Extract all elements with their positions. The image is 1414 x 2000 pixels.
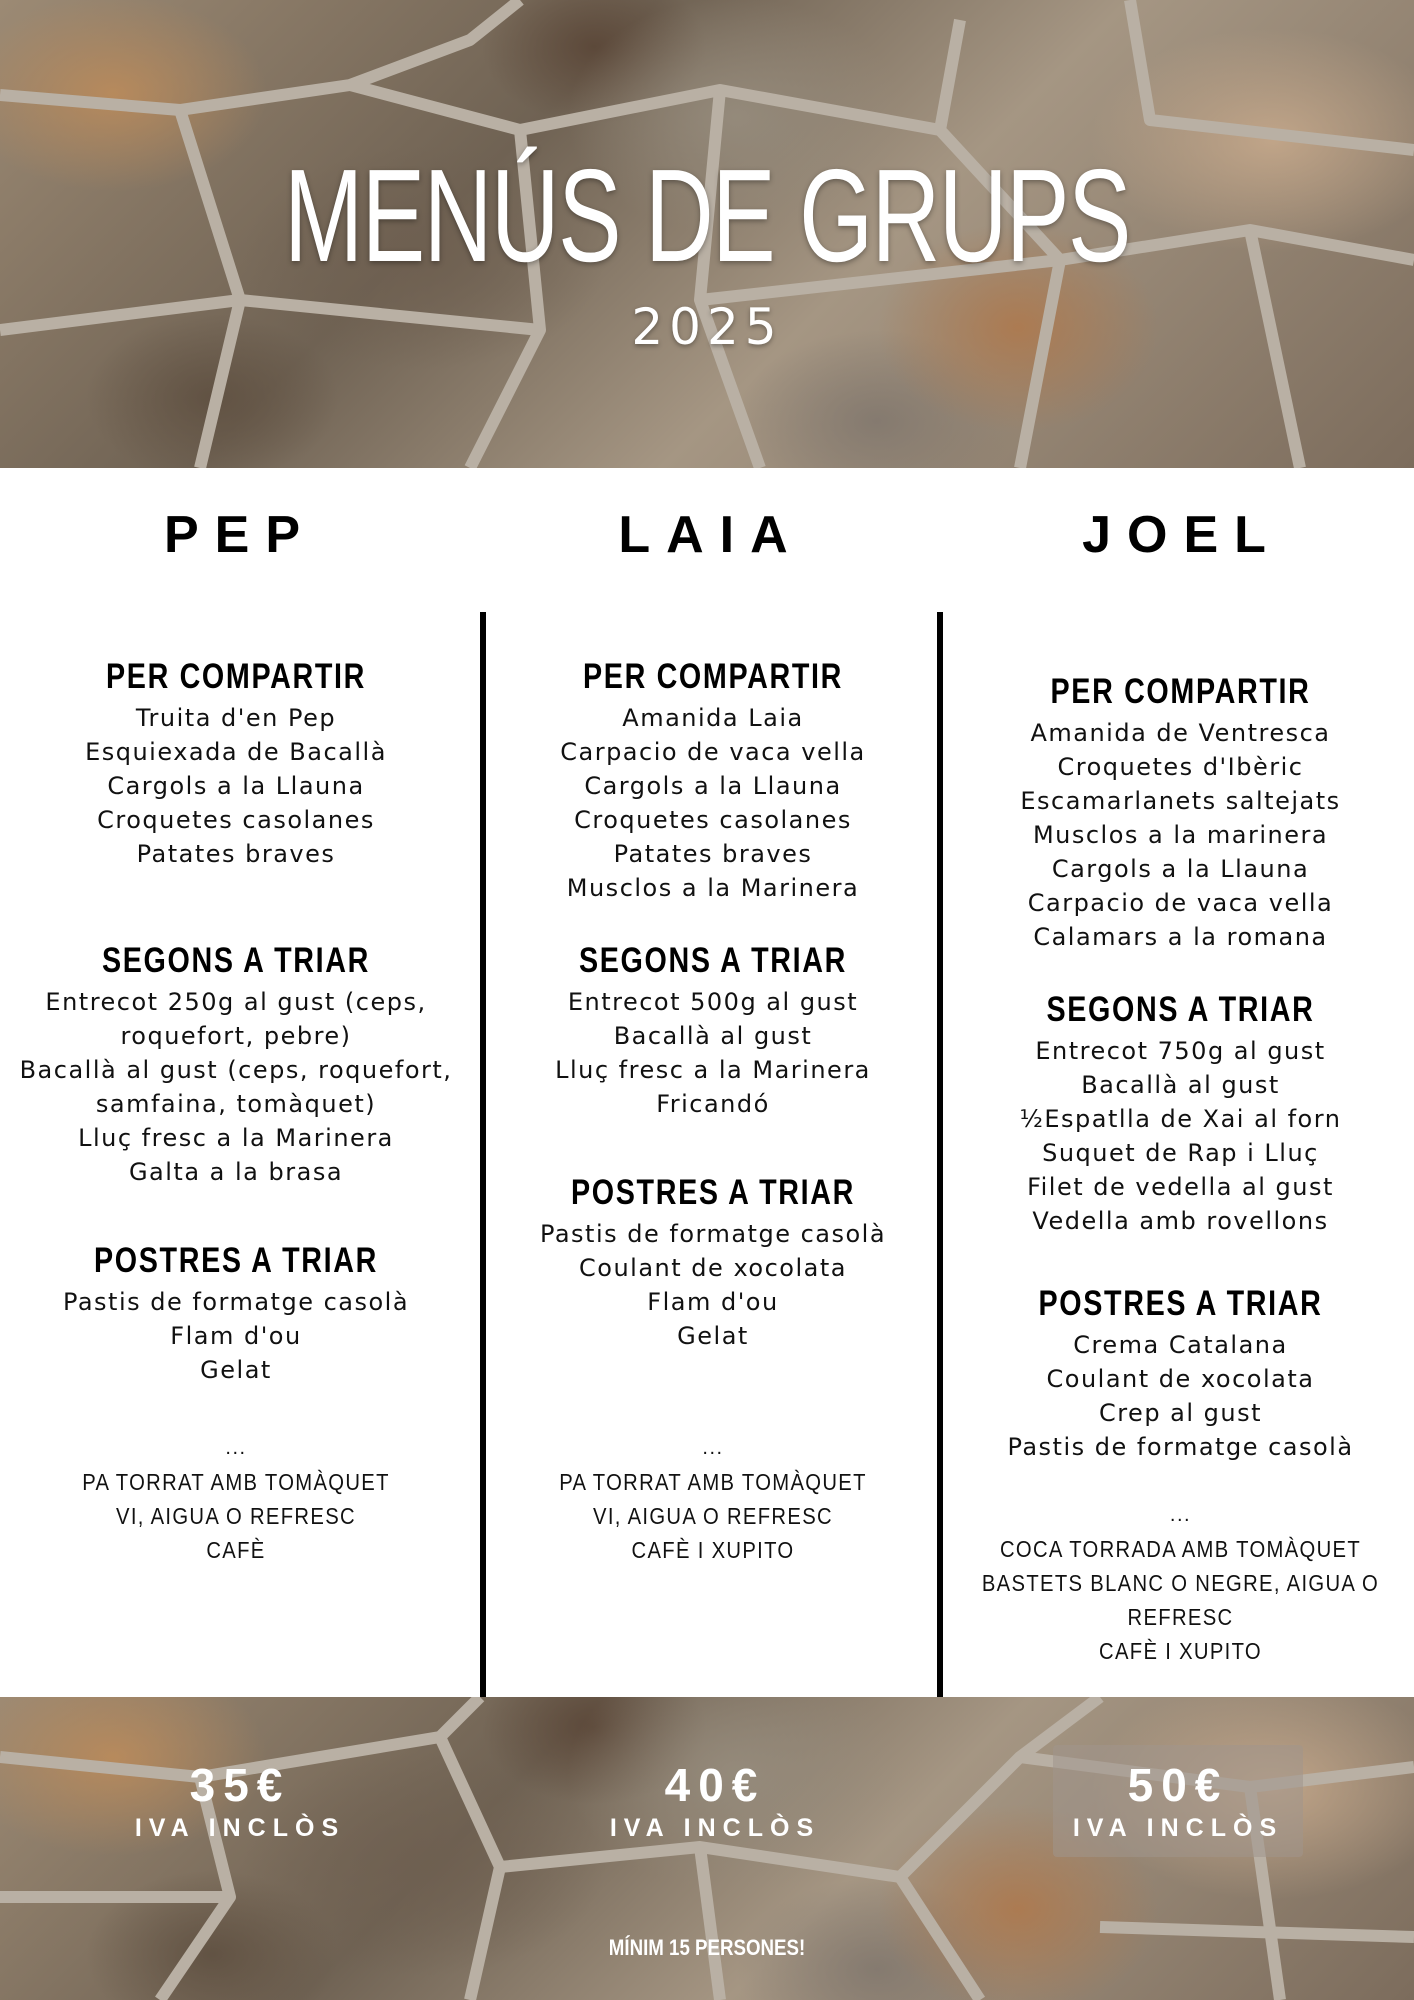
menu-item: Gelat bbox=[677, 1322, 749, 1350]
menu-item: Amanida de Ventresca bbox=[1030, 719, 1331, 747]
section-title: PER COMPARTIR bbox=[106, 657, 366, 696]
price-box-joel bbox=[1053, 1745, 1303, 1857]
menu-item: Bacallà al gust bbox=[613, 1022, 813, 1050]
minimum-people-note: MÍNIM 15 PERSONES! bbox=[608, 1935, 806, 1960]
menu-item: Patates braves bbox=[613, 840, 813, 868]
menu-item: Croquetes casolanes bbox=[574, 806, 852, 834]
menu-section bbox=[0, 1239, 472, 1387]
menu-item: Crema Catalana bbox=[1073, 1331, 1288, 1359]
price-joel: 50€ bbox=[1127, 1759, 1229, 1811]
menu-item: Carpacio de vaca vella bbox=[1027, 889, 1334, 917]
menu-item: Cargols a la Llauna bbox=[107, 772, 365, 800]
stone-header-background bbox=[0, 0, 1414, 468]
includes-item: BASTETS BLANC O NEGRE, AIGUA O REFRESC bbox=[981, 1570, 1380, 1630]
includes-item: COCA TORRADA AMB TOMÀQUET bbox=[999, 1536, 1362, 1562]
menu-item: Flam d'ou bbox=[647, 1288, 779, 1316]
section-title: SEGONS A TRIAR bbox=[578, 941, 847, 980]
page-year: 2025 bbox=[631, 298, 783, 356]
page-title: MENÚS DE GRUPS bbox=[284, 142, 1130, 289]
menu-item: Pastis de formatge casolà bbox=[539, 1220, 887, 1248]
section-title: POSTRES A TRIAR bbox=[1038, 1284, 1323, 1323]
menu-section bbox=[947, 670, 1414, 954]
section-title: SEGONS A TRIAR bbox=[1046, 990, 1315, 1029]
menu-name-laia: LAIA bbox=[618, 506, 804, 564]
menu-item: Cargols a la Llauna bbox=[1051, 855, 1310, 883]
includes-item: CAFÈ bbox=[206, 1537, 266, 1563]
menu-item: Croquetes casolanes bbox=[97, 806, 375, 834]
menu-item: Suquet de Rap i Lluç bbox=[1042, 1139, 1319, 1167]
menu-section bbox=[0, 655, 472, 871]
menu-section bbox=[476, 939, 950, 1121]
includes-item: PA TORRAT AMB TOMÀQUET bbox=[82, 1469, 390, 1495]
price-pep: 35€ bbox=[189, 1759, 291, 1811]
menu-item: Flam d'ou bbox=[170, 1322, 302, 1350]
menu-item: Carpacio de vaca vella bbox=[560, 738, 866, 766]
section-title: POSTRES A TRIAR bbox=[93, 1241, 378, 1280]
menu-item: Entrecot 750g al gust bbox=[1035, 1037, 1326, 1065]
menu-item: Coulant de xocolata bbox=[579, 1254, 847, 1282]
menu-name-joel: JOEL bbox=[1082, 506, 1282, 564]
price-laia: 40€ bbox=[664, 1759, 766, 1811]
includes-separator: ... bbox=[1169, 1504, 1192, 1526]
menu-item: samfaina, tomàquet) bbox=[95, 1090, 377, 1118]
section-title: PER COMPARTIR bbox=[1050, 672, 1311, 711]
section-title: PER COMPARTIR bbox=[583, 657, 843, 696]
menu-item: Fricandó bbox=[656, 1090, 770, 1118]
menu-item: Pastis de formatge casolà bbox=[62, 1288, 410, 1316]
menu-item: Musclos a la Marinera bbox=[566, 874, 860, 902]
section-title: POSTRES A TRIAR bbox=[570, 1173, 855, 1212]
includes-separator: ... bbox=[702, 1437, 724, 1459]
includes-item: VI, AIGUA O REFRESC bbox=[116, 1503, 356, 1529]
tax-note-joel: IVA INCLÒS bbox=[1072, 1814, 1284, 1842]
menu-item: Galta a la brasa bbox=[128, 1158, 344, 1186]
menu-includes bbox=[476, 1431, 950, 1567]
menu-item: Lluç fresc a la Marinera bbox=[78, 1124, 394, 1152]
menu-item: Musclos a la marinera bbox=[1032, 821, 1329, 849]
menu-item: Coulant de xocolata bbox=[1046, 1365, 1315, 1393]
menu-item: Vedella amb rovellons bbox=[1032, 1207, 1329, 1235]
menu-name-pep: PEP bbox=[163, 506, 317, 564]
menu-item: Bacallà al gust (ceps, roquefort, bbox=[19, 1056, 453, 1084]
tax-note-laia: IVA INCLÒS bbox=[609, 1814, 821, 1842]
price-box-pep bbox=[115, 1745, 365, 1857]
includes-separator: ... bbox=[225, 1437, 247, 1459]
section-title: SEGONS A TRIAR bbox=[101, 941, 370, 980]
menu-item: Croquetes d'Ibèric bbox=[1057, 753, 1304, 781]
menu-item: Bacallà al gust bbox=[1081, 1071, 1280, 1099]
menu-column-pep bbox=[0, 655, 472, 1567]
menu-item: Cargols a la Llauna bbox=[584, 772, 842, 800]
menu-item: roquefort, pebre) bbox=[120, 1022, 352, 1050]
tax-note-pep: IVA INCLÒS bbox=[134, 1814, 346, 1842]
includes-item: CAFÈ I XUPITO bbox=[1099, 1638, 1262, 1664]
menu-section bbox=[947, 1282, 1414, 1464]
includes-item: PA TORRAT AMB TOMÀQUET bbox=[559, 1469, 867, 1495]
menu-item: Esquiexada de Bacallà bbox=[85, 738, 387, 766]
menu-item: Escamarlanets saltejats bbox=[1020, 787, 1341, 815]
menu-item: Calamars a la romana bbox=[1033, 923, 1328, 951]
menu-item: Gelat bbox=[200, 1356, 272, 1384]
menu-includes bbox=[0, 1431, 472, 1567]
menu-section bbox=[476, 655, 950, 905]
menu-item: Patates braves bbox=[136, 840, 336, 868]
menu-section bbox=[0, 939, 472, 1189]
menu-column-laia bbox=[476, 655, 950, 1567]
menu-item: ½Espatlla de Xai al forn bbox=[1019, 1105, 1342, 1133]
includes-item: VI, AIGUA O REFRESC bbox=[593, 1503, 833, 1529]
menu-includes bbox=[947, 1498, 1414, 1668]
menu-item: Lluç fresc a la Marinera bbox=[555, 1056, 871, 1084]
menu-item: Pastis de formatge casolà bbox=[1007, 1433, 1354, 1461]
menu-item: Amanida Laia bbox=[622, 704, 804, 732]
menu-section bbox=[947, 988, 1414, 1238]
menu-item: Entrecot 500g al gust bbox=[567, 988, 859, 1016]
menu-item: Crep al gust bbox=[1098, 1399, 1263, 1427]
menu-item: Filet de vedella al gust bbox=[1027, 1173, 1334, 1201]
menu-item: Entrecot 250g al gust (ceps, bbox=[45, 988, 427, 1016]
price-box-laia bbox=[590, 1745, 840, 1857]
menu-section bbox=[476, 1171, 950, 1353]
menu-item: Truita d'en Pep bbox=[135, 704, 337, 732]
menu-column-joel bbox=[947, 670, 1414, 1668]
includes-item: CAFÈ I XUPITO bbox=[631, 1537, 795, 1563]
